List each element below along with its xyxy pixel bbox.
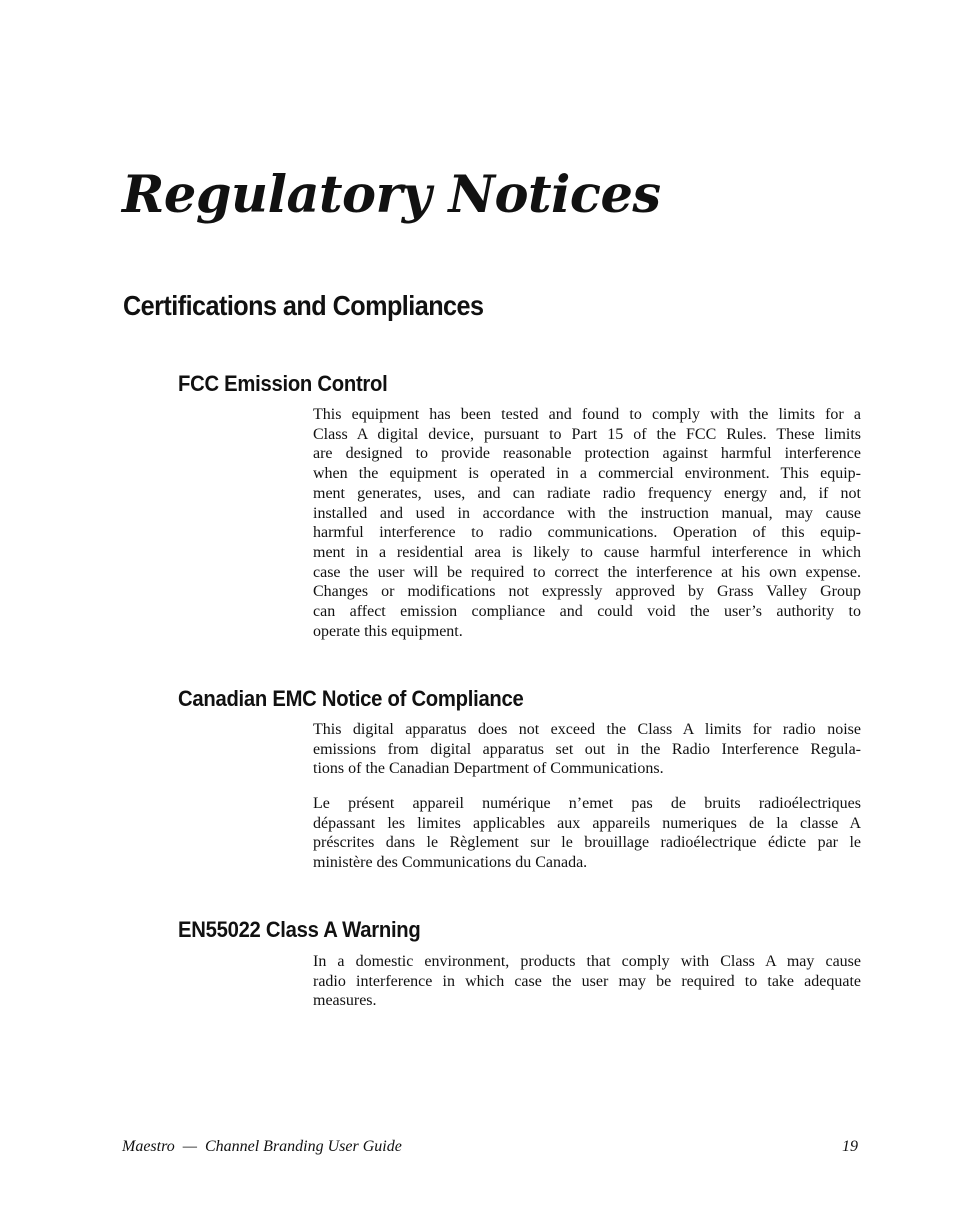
en55022-paragraph (313, 952, 861, 1011)
text-line: measures. (313, 992, 377, 1010)
text-line: Changes or modifications not expressly approved by Grass Valley Group (313, 583, 861, 601)
text-line: préscrites dans le Règlement sur le brouillage radioélectrique édicte par le (313, 834, 861, 852)
heading-en55022-warning: EN55022 Class A Warning (178, 917, 421, 942)
text-line: dépassant les limites applicables aux appareils numeriques de la classe A (313, 814, 861, 832)
text-line: can affect emission compliance and could void the user’s authority to (313, 603, 861, 621)
canadian-paragraph-english (313, 720, 861, 779)
footer-document-title: Maestro — Channel Branding User Guide (122, 1138, 402, 1155)
page-title: Regulatory Notices (122, 165, 661, 225)
text-line: emissions from digital apparatus set out in the Radio Interference Regula- (313, 740, 861, 758)
text-line: ment in a residential area is likely to cause harmful interference in which (313, 543, 861, 561)
text-line: case the user will be required to correct the interference at his own expense. (313, 563, 861, 581)
text-line: operate this equipment. (313, 622, 463, 640)
heading-canadian-emc-notice: Canadian EMC Notice of Compliance (178, 686, 524, 711)
text-line: radio interference in which case the user may be required to take adequate (313, 972, 861, 990)
text-line: installed and used in accordance with the instruction manual, may cause (313, 504, 861, 522)
text-line: This digital apparatus does not exceed the Class A limits for radio noise (313, 721, 861, 738)
text-line: This equipment has been tested and found to comply with the limits for a (313, 406, 861, 423)
footer-page-number: 19 (842, 1138, 858, 1155)
section-heading-certifications: Certifications and Compliances (123, 290, 484, 321)
text-line: when the equipment is operated in a commercial environment. This equip- (313, 465, 861, 483)
heading-fcc-emission-control: FCC Emission Control (178, 371, 388, 396)
text-line: ment generates, uses, and can radiate radio frequency energy and, if not (313, 484, 861, 502)
canadian-paragraph-french (313, 794, 861, 873)
text-line: are designed to provide reasonable protection against harmful interference (313, 445, 861, 463)
text-line: Le présent appareil numérique n’emet pas de bruits radioélectriques (313, 795, 861, 812)
text-line: Class A digital device, pursuant to Part 15 of the FCC Rules. These limits (313, 425, 861, 443)
fcc-paragraph (313, 405, 861, 641)
text-line: harmful interference to radio communications. Operation of this equip- (313, 524, 861, 542)
text-line: In a domestic environment, products that comply with Class A may cause (313, 953, 861, 970)
text-line: tions of the Canadian Department of Communications. (313, 760, 664, 778)
text-line: ministère des Communications du Canada. (313, 854, 588, 872)
